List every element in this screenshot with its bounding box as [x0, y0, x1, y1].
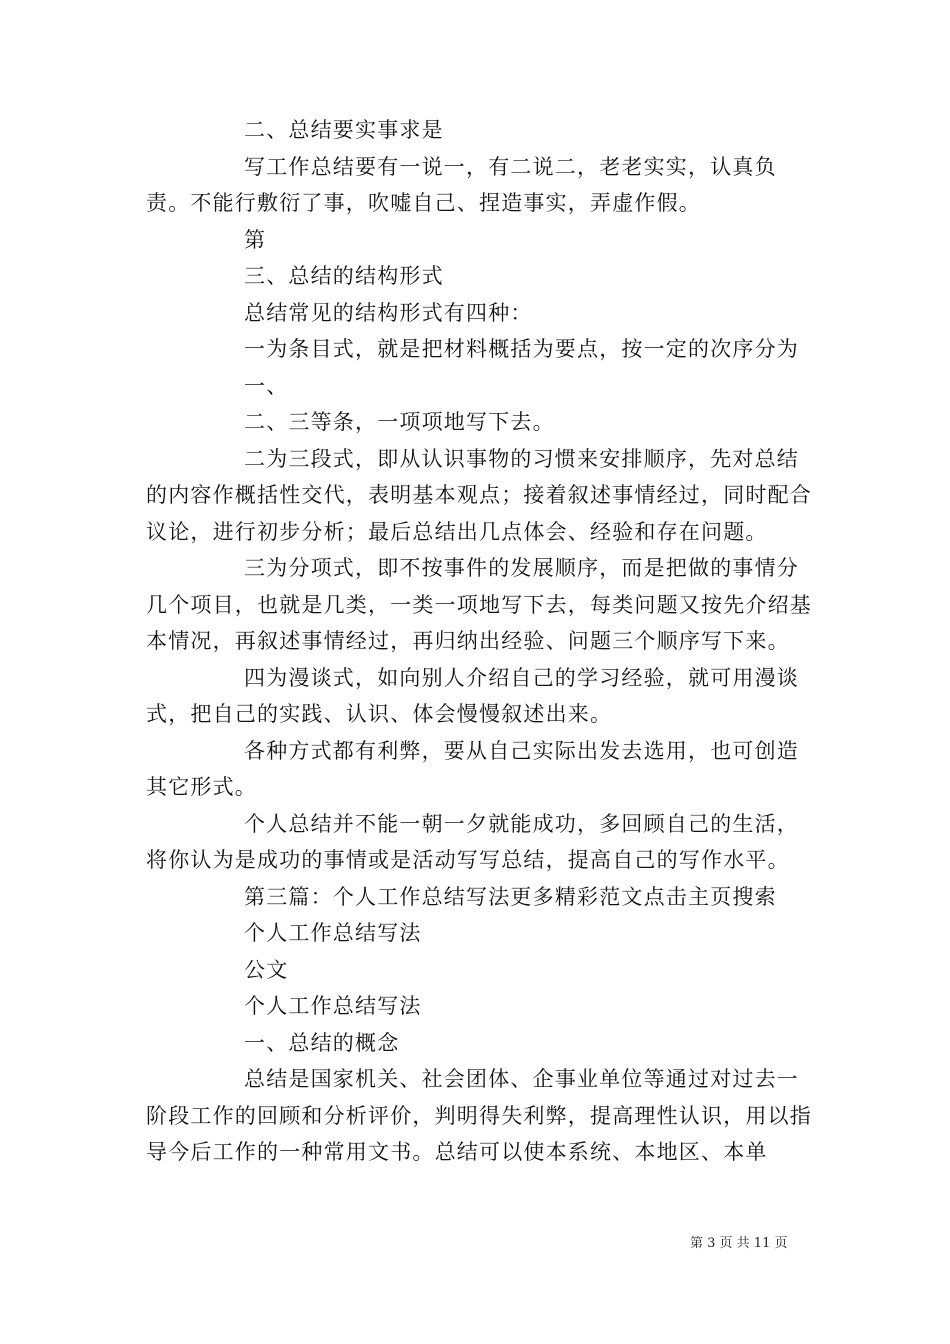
paragraph: 第三篇：个人工作总结写法更多精彩范文点击主页搜索 — [244, 884, 777, 909]
paragraph: 总结常见的结构形式有四种： — [244, 300, 533, 325]
document-body — [146, 112, 818, 1171]
paragraph: 写工作总结要有一说一，有二说二，老老实实，认真负责。不能行敷衍了事，吹嘘自己、捏造事实，弄虚作假。 — [146, 154, 777, 215]
paragraph: 四为漫谈式，如向别人介绍自己的学习经验，就可用漫谈式，把自己的实践、认识、体会慢慢叙述出来。 — [146, 665, 799, 726]
paragraph: 第 — [244, 227, 267, 252]
page-number-footer: 第 3 页 共 11 页 — [690, 1236, 788, 1251]
paragraph: 一为条目式，就是把材料概括为要点，按一定的次序分为 — [244, 337, 799, 361]
paragraph: 各种方式都有利弊，要从自己实际出发去选用，也可创造其它形式。 — [146, 738, 799, 799]
paragraph: 三为分项式，即不按事件的发展顺序，而是把做的事情分几个项目，也就是几类，一类一项地写下去，每类问题又按先介绍基本情况，再叙述事情经过，再归纳出经验、问题三个顺序写下来。 — [146, 556, 812, 653]
paragraph: 个人工作总结写法 — [244, 994, 422, 1018]
paragraph: 个人总结并不能一朝一夕就能成功，多回顾自己的生活，将你认为是成功的事情或是活动写写总结，提高自己的写作水平。 — [146, 811, 799, 872]
paragraph: 二为三段式，即从认识事物的习惯来安排顺序，先对总结的内容作概括性交代，表明基本观点；接着叙述事情经过，同时配合议论，进行初步分析；最后总结出几点体会、经验和存在问题。 — [146, 446, 812, 544]
paragraph: 一、 — [244, 373, 289, 398]
paragraph: 总结是国家机关、社会团体、企事业单位等通过对过去一阶段工作的回顾和分析评价，判明得失利弊，提高理性认识，用以指导今后工作的一种常用文书。总结可以使本系统、本地区、本单 — [146, 1067, 812, 1164]
paragraph: 个人工作总结写法 — [244, 921, 422, 945]
paragraph: 二、总结要实事求是 — [244, 118, 444, 142]
paragraph: 一、总结的概念 — [244, 1030, 400, 1055]
paragraph: 公文 — [244, 957, 289, 982]
paragraph: 二、三等条，一项项地写下去。 — [244, 410, 555, 434]
paragraph: 三、总结的结构形式 — [244, 264, 444, 288]
